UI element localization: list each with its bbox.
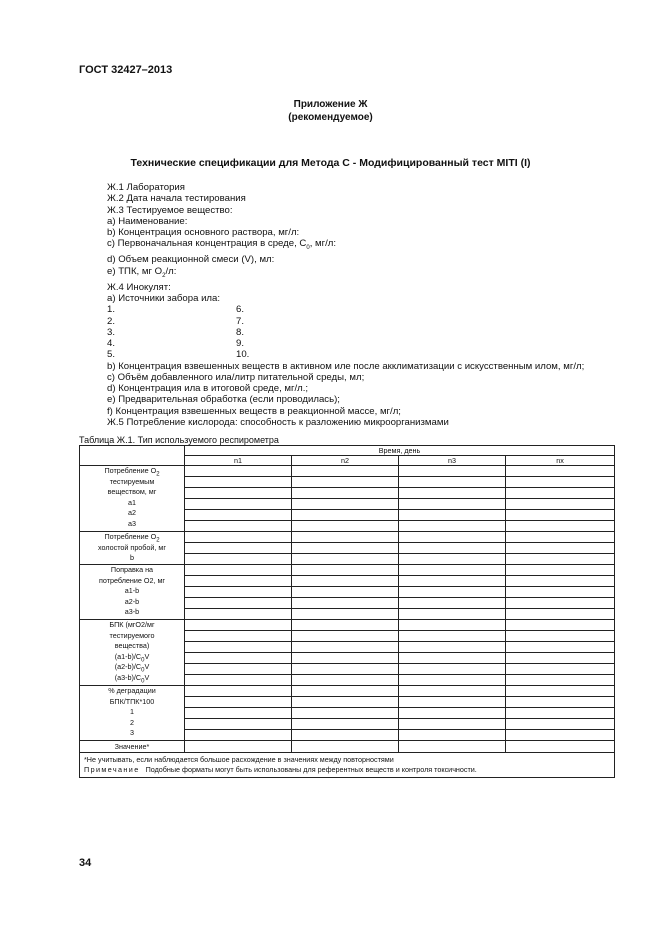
source-row: 5. 10. — [107, 349, 250, 361]
row-label-degradation: % деградации БПК/ТПК*100 1 2 3 — [80, 686, 185, 741]
spec-line: d) Концентрация ила в итоговой среде, мг/л.; — [107, 383, 309, 395]
spec-line: e) ТПК, мг $O_2/л$: — [107, 265, 177, 279]
time-header: Время, день — [185, 446, 615, 456]
spec-line: Ж.3 Тестируемое вещество: — [107, 204, 233, 216]
row-label-value: Значение* — [80, 741, 185, 753]
spec-line: e) Предварительная обработка (если проводилась); — [107, 394, 340, 406]
spec-line: f) Концентрация взвешенных веществ в реакционной массе, мг/л; — [107, 405, 401, 417]
document-header: ГОСТ 32427–2013 — [79, 64, 173, 76]
column-header: n2 — [292, 456, 399, 466]
spec-line: Ж.4 Инокулят: — [107, 281, 171, 293]
spec-line: a) Источники забора ила: — [107, 293, 221, 305]
column-header: n3 — [399, 456, 506, 466]
spec-line: Ж.5 Потребление кислорода: способность к разложению микроорганизмами — [107, 416, 449, 428]
appendix-subtitle: (рекомендуемое) — [288, 112, 373, 123]
spec-line: a) Наименование: — [107, 215, 188, 227]
row-label-blank-oxygen: Потребление $O_2$ холостой пробой, мг b — [80, 532, 185, 565]
column-header: nx — [506, 456, 615, 466]
source-row: 3. 8. — [107, 326, 245, 338]
source-row: 1. 6. — [107, 304, 245, 316]
row-label-correction: Поправка на потребление O2, мг a1-b a2-b a3-b — [80, 565, 185, 620]
spec-line: b) Концентрация основного раствора, мг/л: — [107, 227, 300, 238]
table-caption: Таблица Ж.1. Тип используемого респирометра — [79, 435, 279, 445]
source-row: 4. 9. — [107, 338, 245, 350]
spec-line: Ж.2 Дата начала тестирования — [107, 193, 246, 205]
appendix-title: Приложение Ж — [293, 99, 368, 110]
spec-line: Ж.1 Лаборатория — [107, 182, 185, 193]
spec-line: c) Объём добавленного ила/литр питательной среды, мл; — [107, 371, 365, 383]
row-label-test-oxygen: Потребление $O_2$ тестируемым веществом, мг a1 a2 a3 — [80, 466, 185, 532]
spec-line: c) Первоначальная концентрация в среде, $C_0$, мг/л: — [107, 238, 337, 252]
specification-list — [107, 182, 584, 428]
respirometer-table — [79, 445, 615, 778]
note-remark: Примечание Подобные форматы могут быть использованы для референтных веществ и контроля токсичности. — [84, 765, 477, 774]
note-discrepancy: *Не учитывать, если наблюдается большое расхождение в значениях между повторностями — [84, 755, 394, 764]
row-label-bod: БПК (мгO2/мг тестируемого вещества) $(a1-b)/C_0V$ $(a2-b)/C_0V$ $(a3-b)/C_0V$ — [80, 620, 185, 686]
spec-line: b) Концентрация взвешенных веществ в активном иле после акклиматизации с искусственным илом, мг/л; — [107, 360, 585, 372]
source-row: 2. 7. — [107, 315, 245, 327]
table-notes — [80, 753, 615, 778]
corner-cell — [80, 446, 185, 466]
spec-line: d) Объем реакционной смеси (V), мл: — [107, 254, 275, 266]
section-title: Технические спецификации для Метода С - Модифицированный тест MITI (I) — [130, 157, 531, 169]
column-header: n1 — [185, 456, 292, 466]
page-number: 34 — [79, 857, 92, 869]
